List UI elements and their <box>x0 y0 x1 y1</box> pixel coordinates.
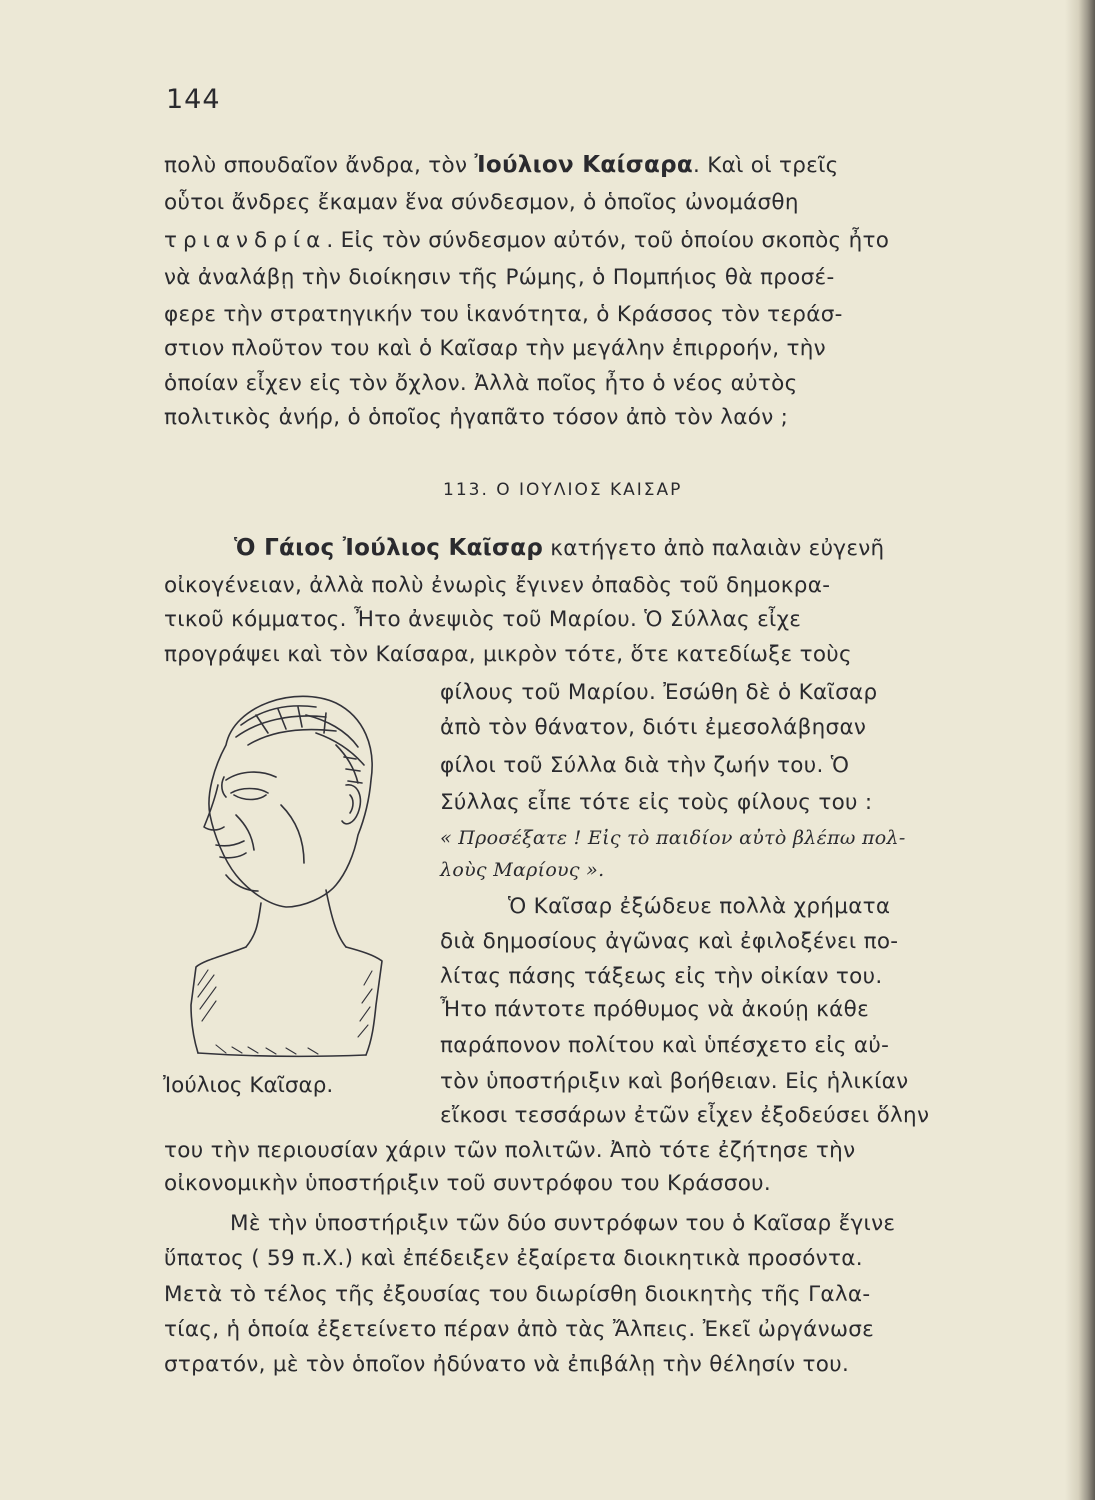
text-line: ὕπατος ( 59 π.Χ.) καὶ ἐπέδειξεν ἐξαίρετα διοικητικὰ προσόντα. <box>164 1246 863 1271</box>
text-line: εἴκοσι τεσσάρων ἐτῶν εἶχεν ἐξοδεύσει ὅλην <box>440 1103 930 1128</box>
text-segment: κατήγετο ἀπὸ παλαιὰν εὐγενῆ <box>543 536 885 561</box>
text-line: του τὴν περιουσίαν χάριν τῶν πολιτῶν. Ἀπὸ τότε ἐζήτησε τὴν <box>164 1138 856 1163</box>
caesar-bust-illustration <box>186 685 398 1065</box>
text-line: ἀπὸ τὸν θάνατον, διότι ἐμεσολάβησαν <box>440 715 867 740</box>
text-line: φίλοι τοῦ Σύλλα διὰ τὴν ζωήν του. Ὁ <box>440 753 850 778</box>
text-segment: . Καὶ οἱ τρεῖς <box>692 153 839 178</box>
text-line: προγράψει καὶ τὸν Καίσαρα, μικρὸν τότε, ὅτε κατεδίωξε τοὺς <box>164 642 852 667</box>
section-heading: 113. Ο ΙΟΥΛΙΟΣ ΚΑΙΣΑΡ <box>443 480 683 500</box>
text-segment: . Εἰς τὸν σύνδεσμον αὐτόν, τοῦ ὁποίου σκοπὸς ἦτο <box>326 228 890 253</box>
text-line: στιον πλοῦτον του καὶ ὁ Καῖσαρ τὴν μεγάλην ἐπιρροήν, τὴν <box>164 336 826 361</box>
text-line: παράπονον πολίτου καὶ ὑπέσχετο εἰς αὐ- <box>440 1033 890 1058</box>
text-line: φίλους τοῦ Μαρίου. Ἐσώθη δὲ ὁ Καῖσαρ <box>440 680 878 705</box>
text-line: νὰ ἀναλάβῃ τὴν διοίκησιν τῆς Ρώμης, ὁ Πομπήιος θὰ προσέ- <box>164 265 835 290</box>
quote-line: « Προσέξατε ! Εἰς τὸ παιδίον αὐτὸ βλέπω πολ- <box>440 827 906 849</box>
text-line: φερε τὴν στρατηγικήν του ἱκανότητα, ὁ Κράσσος τὸν τεράσ- <box>164 302 843 327</box>
figure-caption: Ἰούλιος Καῖσαρ. <box>163 1073 334 1098</box>
text-line <box>234 533 885 564</box>
text-segment: πολὺ σπουδαῖον ἄνδρα, τὸν <box>164 153 475 178</box>
page-edge-shadow <box>1065 0 1095 1500</box>
text-line: Ὁ Καῖσαρ ἐξώδευε πολλὰ χρήματα <box>508 894 891 919</box>
text-line: τὸν ὑποστήριξιν καὶ βοήθειαν. Εἰς ἡλικίαν <box>440 1069 909 1094</box>
quote-line: λοὺς Μαρίους ». <box>440 859 605 881</box>
text-line: διὰ δημοσίους ἀγῶνας καὶ ἐφιλοξένει πο- <box>440 929 899 954</box>
text-line: Σύλλας εἶπε τότε εἰς τοὺς φίλους του : <box>440 790 873 815</box>
spaced-term: τριανδρία <box>164 228 327 253</box>
text-line <box>164 225 889 256</box>
text-line: τικοῦ κόμματος. Ἦτο ἀνεψιὸς τοῦ Μαρίου. Ὁ Σύλλας εἶχε <box>164 607 802 632</box>
text-line: οἰκονομικὴν ὑποστήριξιν τοῦ συντρόφου του Κράσσου. <box>164 1171 772 1196</box>
text-line: λίτας πάσης τάξεως εἰς τὴν οἰκίαν του. <box>440 964 883 989</box>
text-line: ὁποίαν εἶχεν εἰς τὸν ὄχλον. Ἀλλὰ ποῖος ἦτο ὁ νέος αὐτὸς <box>164 371 798 396</box>
text-line: τίας, ἡ ὁποία ἐξετείνετο πέραν ἀπὸ τὰς Ἄλπεις. Ἐκεῖ ὠργάνωσε <box>164 1317 875 1342</box>
text-line: Μετὰ τὸ τέλος τῆς ἐξουσίας του διωρίσθη διοικητὴς τῆς Γαλα- <box>164 1282 871 1307</box>
text-line: πολιτικὸς ἀνήρ, ὁ ὁποῖος ἠγαπᾶτο τόσον ἀπὸ τὸν λαόν ; <box>164 405 789 430</box>
text-line: οἰκογένειαν, ἀλλὰ πολὺ ἐνωρὶς ἔγινεν ὀπαδὸς τοῦ δημοκρα- <box>164 573 831 598</box>
text-line: Μὲ τὴν ὑποστήριξιν τῶν δύο συντρόφων του ὁ Καῖσαρ ἔγινε <box>230 1211 896 1236</box>
page-number: 144 <box>166 84 221 115</box>
text-line: Ἦτο πάντοτε πρόθυμος νὰ ἀκούῃ κάθε <box>440 997 869 1022</box>
text-line: οὗτοι ἄνδρες ἔκαμαν ἕνα σύνδεσμον, ὁ ὁποῖος ὠνομάσθη <box>164 190 799 215</box>
text-line: στρατόν, μὲ τὸν ὁποῖον ἠδύνατο νὰ ἐπιβάλῃ τὴν θέλησίν του. <box>164 1352 850 1377</box>
emphasized-name: Ἰούλιον Καίσαρα <box>474 152 693 178</box>
emphasized-name: Ὁ Γάιος Ἰούλιος Καῖσαρ <box>234 535 544 561</box>
text-line <box>164 150 839 181</box>
